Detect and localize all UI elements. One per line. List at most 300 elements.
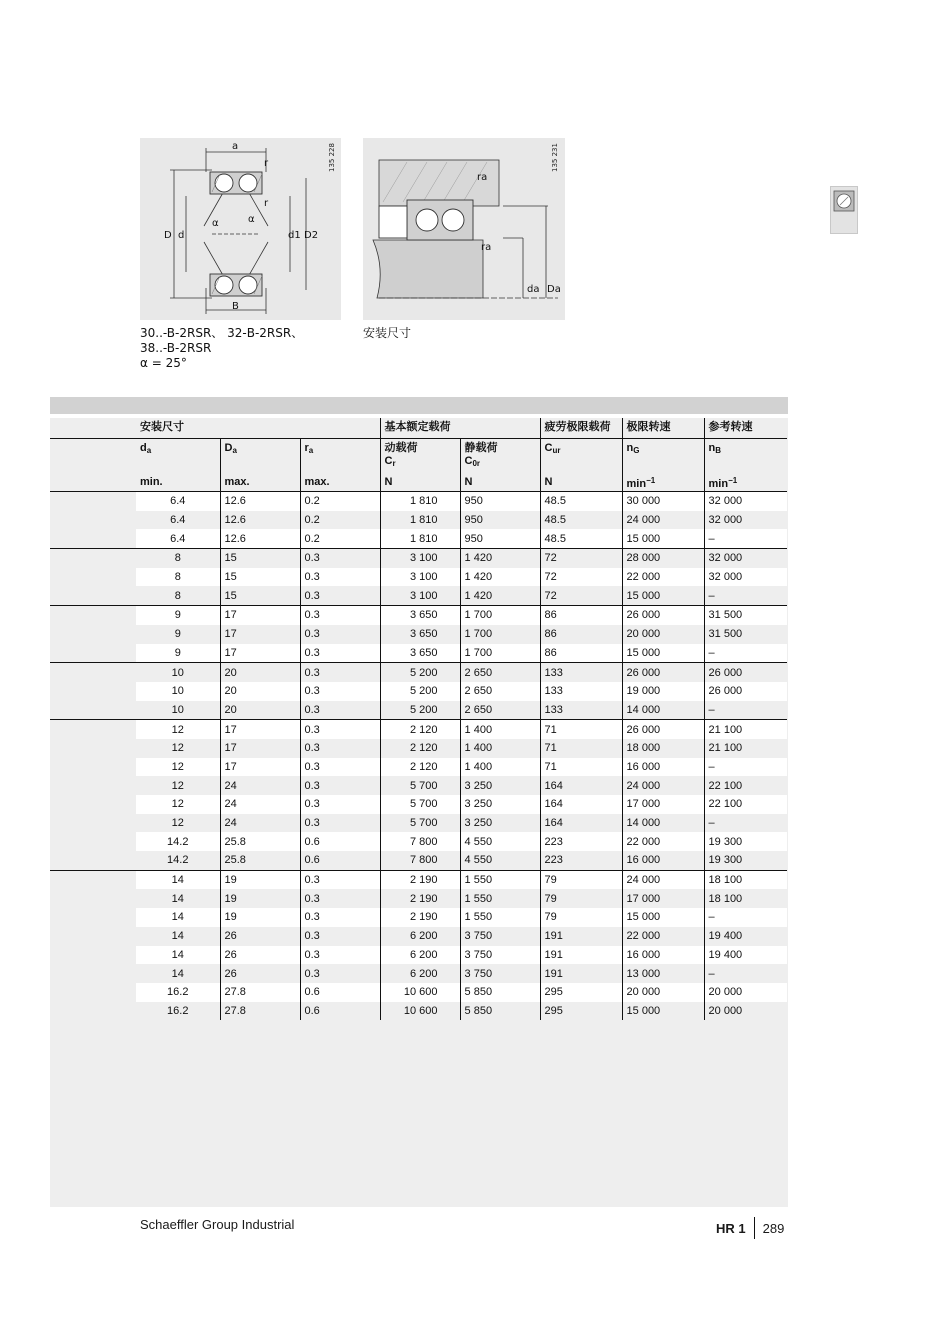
cell-nG: 16 000: [622, 758, 704, 777]
cell-nB: 20 000: [704, 1002, 787, 1021]
cell-nB: 21 100: [704, 720, 787, 739]
table-row: [50, 529, 787, 548]
cell-ra: 0.6: [300, 851, 380, 870]
cell-Cr: 3 100: [380, 549, 460, 568]
row-lead: [50, 758, 136, 777]
header-lead: [50, 418, 136, 439]
table-row: [50, 568, 787, 587]
cell-Da: 17: [220, 739, 300, 758]
cell-nB: 19 300: [704, 832, 787, 851]
cell-nG: 20 000: [622, 625, 704, 644]
cell-nB: 18 100: [704, 889, 787, 908]
cell-nB: 32 000: [704, 511, 787, 530]
cell-nB: 18 100: [704, 870, 787, 889]
cell-Cur: 48.5: [540, 511, 622, 530]
label-D: D: [164, 230, 172, 241]
cell-Cur: 133: [540, 701, 622, 720]
cell-nB: 22 100: [704, 776, 787, 795]
figure-code-right: 135 231: [551, 143, 559, 172]
cell-da: 14: [136, 946, 220, 965]
cell-Cr: 5 200: [380, 682, 460, 701]
cell-C0r: 3 750: [460, 927, 540, 946]
cell-nG: 19 000: [622, 682, 704, 701]
row-lead: [50, 644, 136, 663]
symbol-da: $d_a$: [140, 442, 152, 455]
cell-Da: 12.6: [220, 492, 300, 511]
cell-nG: 18 000: [622, 739, 704, 758]
header-reference-speed: 参考转速: [704, 418, 787, 439]
cell-da: 9: [136, 606, 220, 625]
footer-page-number: 289: [762, 1220, 785, 1236]
cell-ra: 0.6: [300, 983, 380, 1002]
cell-nB: 26 000: [704, 682, 787, 701]
right-figure-caption: 安装尺寸: [363, 326, 412, 340]
cell-da: 6.4: [136, 529, 220, 548]
cell-Cur: 79: [540, 889, 622, 908]
cell-nB: 31 500: [704, 606, 787, 625]
cell-Cr: 1 810: [380, 492, 460, 511]
cell-Cr: 10 600: [380, 983, 460, 1002]
header-limiting-speed: 极限转速: [622, 418, 704, 439]
table-row: [50, 663, 787, 682]
cell-Cr: 2 190: [380, 870, 460, 889]
footer-page-info: [716, 1217, 784, 1239]
cell-Cur: 72: [540, 549, 622, 568]
table-row: [50, 511, 787, 530]
cell-Cur: 191: [540, 946, 622, 965]
cell-nG: 15 000: [622, 1002, 704, 1021]
cell-Da: 24: [220, 795, 300, 814]
cell-Cr: 2 190: [380, 908, 460, 927]
cell-Da: 19: [220, 870, 300, 889]
cell-Da: 20: [220, 663, 300, 682]
cell-C0r: 2 650: [460, 701, 540, 720]
cell-ra: 0.3: [300, 758, 380, 777]
table-row: [50, 1002, 787, 1021]
cell-nG: 15 000: [622, 908, 704, 927]
cell-C0r: 950: [460, 492, 540, 511]
unit-Cur: N: [540, 476, 622, 492]
header-basic-load-rating: 基本额定载荷: [380, 418, 540, 439]
cell-Cr: 6 200: [380, 946, 460, 965]
cell-Da: 26: [220, 946, 300, 965]
cell-ra: 0.3: [300, 625, 380, 644]
label-ra-bottom: ra: [481, 242, 492, 253]
cell-Cur: 48.5: [540, 529, 622, 548]
cell-nB: –: [704, 701, 787, 720]
cell-nB: 19 300: [704, 851, 787, 870]
cell-Da: 17: [220, 606, 300, 625]
cell-nG: 24 000: [622, 511, 704, 530]
row-lead: [50, 568, 136, 587]
row-lead: [50, 511, 136, 530]
cell-da: 12: [136, 720, 220, 739]
cell-nB: 31 500: [704, 625, 787, 644]
row-lead: [50, 625, 136, 644]
table-row: [50, 606, 787, 625]
cell-Cur: 164: [540, 814, 622, 833]
cell-Cur: 86: [540, 625, 622, 644]
table-row: [50, 889, 787, 908]
label-da: da: [527, 284, 540, 295]
cell-da: 12: [136, 739, 220, 758]
table-row: [50, 739, 787, 758]
row-lead: [50, 964, 136, 983]
cell-Da: 20: [220, 682, 300, 701]
symbol-ra: $r_a$: [300, 439, 380, 477]
bearing-section-figure: [140, 138, 341, 320]
cell-ra: 0.3: [300, 870, 380, 889]
cell-ra: 0.3: [300, 586, 380, 605]
cell-nB: –: [704, 644, 787, 663]
cell-Da: 27.8: [220, 983, 300, 1002]
cell-da: 9: [136, 625, 220, 644]
cell-Cr: 3 100: [380, 568, 460, 587]
cell-ra: 0.3: [300, 720, 380, 739]
cell-Cr: 5 700: [380, 795, 460, 814]
bearing-section-drawing: [140, 138, 341, 320]
cell-Cr: 3 650: [380, 606, 460, 625]
cell-nG: 15 000: [622, 644, 704, 663]
table-row: [50, 870, 787, 889]
unit-Da: max.: [220, 476, 300, 492]
table-body: [50, 492, 787, 1021]
cell-Cr: 7 800: [380, 851, 460, 870]
row-lead: [50, 606, 136, 625]
cell-C0r: 1 420: [460, 586, 540, 605]
table-row: [50, 964, 787, 983]
cell-da: 8: [136, 586, 220, 605]
cell-C0r: 2 650: [460, 663, 540, 682]
cell-ra: 0.6: [300, 832, 380, 851]
cell-da: 16.2: [136, 983, 220, 1002]
cell-C0r: 3 250: [460, 814, 540, 833]
cell-Cr: 5 700: [380, 814, 460, 833]
row-lead: [50, 529, 136, 548]
cell-Cur: 79: [540, 908, 622, 927]
cell-Cr: 2 120: [380, 739, 460, 758]
symbol-C0r: 静载荷 $C_{0r}$: [460, 439, 540, 477]
cell-da: 12: [136, 758, 220, 777]
table-row: [50, 549, 787, 568]
cell-da: 6.4: [136, 492, 220, 511]
cell-nG: 26 000: [622, 606, 704, 625]
cell-da: 6.4: [136, 511, 220, 530]
cell-Da: 19: [220, 908, 300, 927]
symbol-lead: [50, 439, 136, 477]
cell-da: 10: [136, 701, 220, 720]
cell-nG: 26 000: [622, 720, 704, 739]
cell-ra: 0.3: [300, 946, 380, 965]
label-B: B: [232, 301, 239, 312]
cell-da: 8: [136, 549, 220, 568]
cell-nG: 15 000: [622, 529, 704, 548]
row-lead: [50, 492, 136, 511]
cell-Da: 15: [220, 568, 300, 587]
cell-da: 16.2: [136, 1002, 220, 1021]
caption-line-1: 30..-B-2RSR、 32-B-2RSR、: [140, 326, 304, 340]
label-D2: D2: [304, 230, 319, 241]
cell-Cur: 86: [540, 606, 622, 625]
cell-Da: 25.8: [220, 832, 300, 851]
unit-C0r: N: [460, 476, 540, 492]
row-lead: [50, 586, 136, 605]
table-row: [50, 908, 787, 927]
cell-Cur: 71: [540, 720, 622, 739]
cell-Cr: 3 100: [380, 586, 460, 605]
cell-ra: 0.3: [300, 549, 380, 568]
cell-Da: 19: [220, 889, 300, 908]
left-figure-caption: [140, 326, 303, 371]
unit-lead: [50, 476, 136, 492]
cell-nG: 24 000: [622, 776, 704, 795]
cell-da: 8: [136, 568, 220, 587]
cell-C0r: 3 250: [460, 776, 540, 795]
table-row: [50, 832, 787, 851]
row-lead: [50, 701, 136, 720]
row-lead: [50, 832, 136, 851]
cell-da: 14: [136, 889, 220, 908]
table-row: [50, 625, 787, 644]
row-lead: [50, 720, 136, 739]
cell-da: 14.2: [136, 851, 220, 870]
cell-nG: 15 000: [622, 586, 704, 605]
cell-Cr: 2 120: [380, 758, 460, 777]
cell-nG: 30 000: [622, 492, 704, 511]
cell-nG: 22 000: [622, 927, 704, 946]
cell-ra: 0.3: [300, 889, 380, 908]
cell-nG: 14 000: [622, 701, 704, 720]
cell-Cr: 5 200: [380, 701, 460, 720]
bearing-thumbnail-icon: [830, 186, 858, 234]
cell-C0r: 950: [460, 529, 540, 548]
cell-Da: 17: [220, 720, 300, 739]
cell-Da: 12.6: [220, 511, 300, 530]
table-row: [50, 814, 787, 833]
row-lead: [50, 870, 136, 889]
table-row: [50, 983, 787, 1002]
cell-ra: 0.3: [300, 606, 380, 625]
cell-da: 10: [136, 682, 220, 701]
cell-C0r: 3 750: [460, 946, 540, 965]
table-row: [50, 682, 787, 701]
label-r-top: r: [264, 158, 269, 169]
cell-C0r: 3 750: [460, 964, 540, 983]
cell-Da: 17: [220, 625, 300, 644]
cell-nB: 21 100: [704, 739, 787, 758]
cell-C0r: 1 700: [460, 625, 540, 644]
cell-Da: 17: [220, 758, 300, 777]
footer-divider: [754, 1217, 755, 1239]
cell-ra: 0.3: [300, 682, 380, 701]
cell-da: 9: [136, 644, 220, 663]
label-a: a: [232, 141, 239, 152]
cell-Cr: 3 650: [380, 644, 460, 663]
table-row: [50, 927, 787, 946]
row-lead: [50, 1002, 136, 1021]
cell-Cur: 48.5: [540, 492, 622, 511]
cell-Cur: 79: [540, 870, 622, 889]
table-row: [50, 851, 787, 870]
cell-Da: 25.8: [220, 851, 300, 870]
cell-ra: 0.3: [300, 663, 380, 682]
cell-ra: 0.3: [300, 701, 380, 720]
cell-Cur: 191: [540, 964, 622, 983]
cell-nB: –: [704, 964, 787, 983]
cell-C0r: 1 550: [460, 889, 540, 908]
cell-nG: 14 000: [622, 814, 704, 833]
cell-Da: 17: [220, 644, 300, 663]
cell-nB: 32 000: [704, 568, 787, 587]
cell-Cur: 71: [540, 758, 622, 777]
cell-Cur: 295: [540, 983, 622, 1002]
cell-nB: –: [704, 529, 787, 548]
unit-da: min.: [136, 476, 220, 492]
table-row: [50, 758, 787, 777]
symbol-nG: $n_G$: [622, 439, 704, 477]
cell-nB: –: [704, 908, 787, 927]
table-row: [50, 946, 787, 965]
header-fatigue-limit-load: 疲劳极限载荷: [540, 418, 622, 439]
label-r-mid: r: [264, 198, 269, 209]
row-lead: [50, 889, 136, 908]
row-lead: [50, 851, 136, 870]
unit-ra: max.: [300, 476, 380, 492]
table-row: [50, 701, 787, 720]
cell-C0r: 5 850: [460, 1002, 540, 1021]
cell-nB: 26 000: [704, 663, 787, 682]
row-lead: [50, 739, 136, 758]
row-lead: [50, 927, 136, 946]
cell-C0r: 1 550: [460, 870, 540, 889]
cell-Da: 15: [220, 549, 300, 568]
cell-da: 14: [136, 908, 220, 927]
cell-C0r: 4 550: [460, 851, 540, 870]
cell-C0r: 3 250: [460, 795, 540, 814]
cell-ra: 0.3: [300, 776, 380, 795]
cell-Da: 20: [220, 701, 300, 720]
row-lead: [50, 814, 136, 833]
cell-da: 14: [136, 870, 220, 889]
cell-Cur: 71: [540, 739, 622, 758]
cell-da: 14: [136, 964, 220, 983]
cell-C0r: 5 850: [460, 983, 540, 1002]
cell-nB: –: [704, 758, 787, 777]
cell-Da: 26: [220, 964, 300, 983]
cell-ra: 0.3: [300, 908, 380, 927]
cell-Cur: 295: [540, 1002, 622, 1021]
cell-Cr: 1 810: [380, 511, 460, 530]
cell-Cr: 6 200: [380, 927, 460, 946]
cell-nG: 24 000: [622, 870, 704, 889]
row-lead: [50, 663, 136, 682]
cell-da: 14.2: [136, 832, 220, 851]
cell-ra: 0.2: [300, 529, 380, 548]
cell-ra: 0.3: [300, 927, 380, 946]
row-lead: [50, 776, 136, 795]
row-lead: [50, 946, 136, 965]
cell-nG: 17 000: [622, 795, 704, 814]
cell-Cr: 7 800: [380, 832, 460, 851]
symbol-Cr: 动载荷 $C_r$: [380, 439, 460, 477]
cell-Da: 24: [220, 776, 300, 795]
cell-Cr: 2 190: [380, 889, 460, 908]
label-Da: Da: [547, 284, 561, 295]
label-d1: d1: [288, 230, 301, 241]
cell-ra: 0.3: [300, 795, 380, 814]
cell-da: 10: [136, 663, 220, 682]
cell-C0r: 1 550: [460, 908, 540, 927]
cell-Cur: 72: [540, 586, 622, 605]
cell-Cr: 2 120: [380, 720, 460, 739]
cell-nB: 22 100: [704, 795, 787, 814]
header-mounting-dimensions: 安装尺寸: [136, 418, 380, 439]
cell-C0r: 1 420: [460, 549, 540, 568]
cell-Cr: 3 650: [380, 625, 460, 644]
caption-line-2: 38..-B-2RSR: [140, 341, 212, 355]
cell-nG: 22 000: [622, 568, 704, 587]
symbol-nB: $n_B$: [704, 439, 787, 477]
cell-ra: 0.3: [300, 568, 380, 587]
cell-nB: 20 000: [704, 983, 787, 1002]
label-d: d: [178, 230, 185, 241]
unit-Cr: N: [380, 476, 460, 492]
cell-Cr: 5 700: [380, 776, 460, 795]
cell-Da: 24: [220, 814, 300, 833]
footer-section: HR 1: [716, 1220, 746, 1236]
table-row: [50, 720, 787, 739]
label-alpha-left: α: [212, 218, 219, 229]
cell-Da: 15: [220, 586, 300, 605]
footer-company: Schaeffler Group Industrial: [140, 1217, 295, 1232]
mounting-drawing: [363, 138, 565, 320]
symbol-Da: $D_a$: [220, 439, 300, 477]
cell-ra: 0.3: [300, 814, 380, 833]
cell-nG: 26 000: [622, 663, 704, 682]
cell-ra: 0.3: [300, 739, 380, 758]
cell-da: 12: [136, 776, 220, 795]
cell-Da: 12.6: [220, 529, 300, 548]
cell-nG: 20 000: [622, 983, 704, 1002]
label-ra-top: ra: [477, 172, 488, 183]
cell-da: 12: [136, 814, 220, 833]
cell-C0r: 1 420: [460, 568, 540, 587]
table-row: [50, 776, 787, 795]
cell-nG: 22 000: [622, 832, 704, 851]
dimension-table: [50, 418, 787, 1020]
cell-Cur: 133: [540, 682, 622, 701]
cell-ra: 0.2: [300, 511, 380, 530]
cell-Cur: 223: [540, 851, 622, 870]
cell-C0r: 4 550: [460, 832, 540, 851]
cell-Cr: 6 200: [380, 964, 460, 983]
cell-da: 14: [136, 927, 220, 946]
cell-C0r: 1 400: [460, 720, 540, 739]
mounting-figure: [363, 138, 565, 320]
row-lead: [50, 549, 136, 568]
cell-C0r: 1 700: [460, 644, 540, 663]
cell-C0r: 1 400: [460, 758, 540, 777]
unit-nB: $\min^{-1}$: [704, 476, 787, 492]
cell-nB: –: [704, 586, 787, 605]
cell-ra: 0.2: [300, 492, 380, 511]
cell-nG: 28 000: [622, 549, 704, 568]
cell-C0r: 950: [460, 511, 540, 530]
row-lead: [50, 908, 136, 927]
cell-ra: 0.3: [300, 644, 380, 663]
figure-code-left: 135 228: [328, 143, 336, 172]
cell-Da: 26: [220, 927, 300, 946]
